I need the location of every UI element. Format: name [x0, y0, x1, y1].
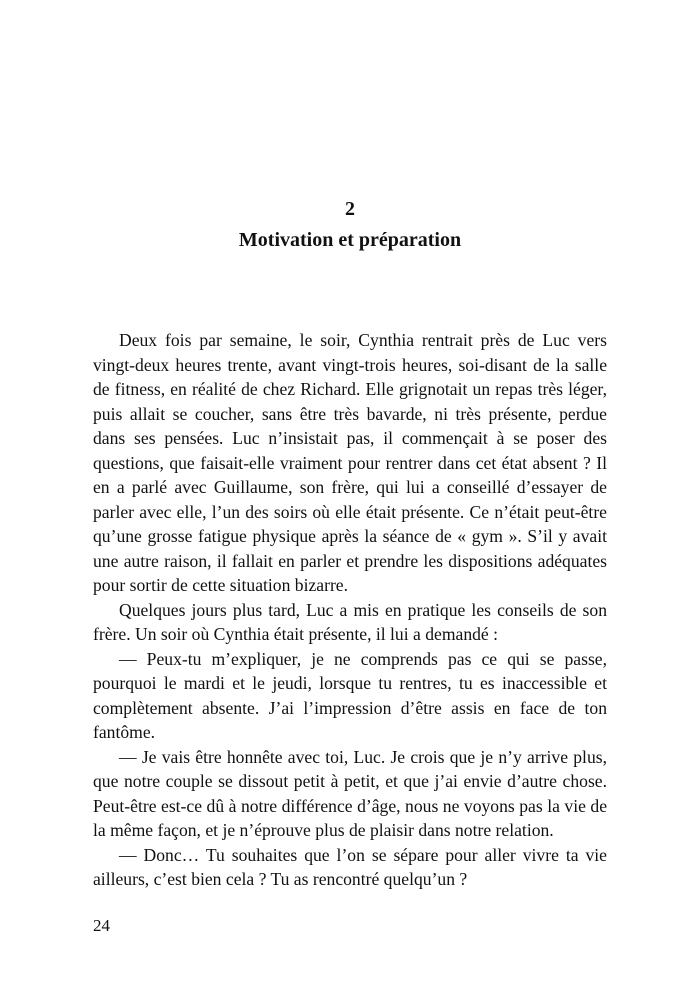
dialogue-paragraph: — Donc… Tu souhaites que l’on se sépare pour aller vivre ta vie ailleurs, c’est bien cela ? Tu as rencontré quelqu’un ?: [93, 844, 607, 889]
paragraph: Quelques jours plus tard, Luc a mis en pratique les conseils de son frère. Un soir où Cynthia était présente, il lui a demandé :: [93, 599, 607, 644]
page-number: 24: [93, 916, 110, 935]
paragraph: Deux fois par semaine, le soir, Cynthia rentrait près de Luc vers vingt-deux heures trente, avant vingt-trois heures, soi-disant de la salle de fitness, en réalité de chez Richard. Elle grignotait un repas très léger, puis allait se coucher, sans être très bavarde, ni très présente, perdue dans ses pensées. Luc n’insistait pas, il commençait à se poser des questions, que faisait-elle vraiment pour rentrer dans cet état absent ? Il en a parlé avec Guillaume, son frère, qui lui a conseillé d’essayer de parler avec elle, l’un des soirs où elle était présente. Ce n’était peut-être qu’une grosse fatigue physique après la séance de « gym ». S’il y avait une autre raison, il fallait en parler et prendre les dispositions adéquates pour sortir de cette situation bizarre.: [93, 330, 607, 595]
chapter-number: 2: [345, 198, 355, 220]
body-text: [93, 328, 607, 892]
dialogue-paragraph: — Je vais être honnête avec toi, Luc. Je crois que je n’y arrive plus, que notre couple se dissout petit à petit, et que j’ai envie d’autre chose. Peut-être est-ce dû à notre différence d’âge, nous ne voyons pas la vie de la même façon, et je n’éprouve plus de plaisir dans notre relation.: [93, 746, 607, 840]
dialogue-paragraph: — Peux-tu m’expliquer, je ne comprends pas ce qui se passe, pourquoi le mardi et le jeudi, lorsque tu rentres, tu es inaccessible et complètement absente. J’ai l’impression d’être assis en face de ton fantôme.: [93, 648, 607, 742]
chapter-title: Motivation et préparation: [238, 229, 462, 251]
